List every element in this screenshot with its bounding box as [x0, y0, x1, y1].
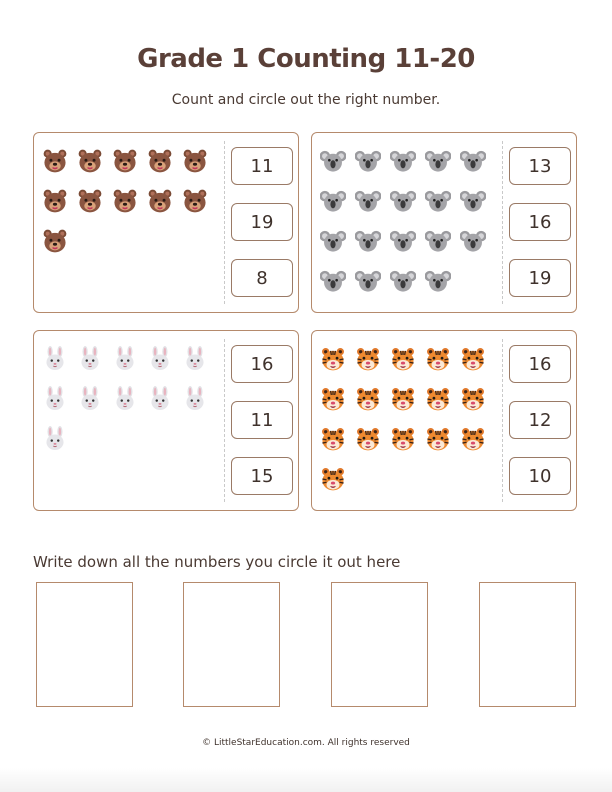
rabbit-face-icon: [42, 385, 68, 413]
bear-face-icon: [42, 187, 68, 215]
tiger-face-icon: [390, 425, 416, 453]
koala-face-icon: [320, 227, 346, 255]
number-option[interactable]: 15: [231, 457, 293, 495]
bear-face-icon: [42, 147, 68, 175]
tiger-face-icon: [425, 385, 451, 413]
rabbit-face-icon: [77, 385, 103, 413]
tiger-face-icon: [355, 385, 381, 413]
bear-face-icon: [147, 187, 173, 215]
answer-box[interactable]: [36, 582, 133, 707]
rabbit-face-icon: [182, 385, 208, 413]
tiger-face-icon: [355, 425, 381, 453]
koala-face-icon: [320, 147, 346, 175]
counting-panel-bears: [33, 132, 299, 313]
animal-group: [320, 147, 495, 295]
bear-face-icon: [42, 227, 68, 255]
counting-panel-tigers: [311, 330, 577, 511]
write-instructions: Write down all the numbers you circle it out here: [33, 553, 401, 571]
koala-face-icon: [460, 227, 486, 255]
dashed-divider: [502, 141, 503, 304]
koala-face-icon: [355, 187, 381, 215]
rabbit-face-icon: [147, 385, 173, 413]
bear-face-icon: [112, 147, 138, 175]
koala-face-icon: [320, 267, 346, 295]
answer-box[interactable]: [331, 582, 428, 707]
koala-face-icon: [355, 227, 381, 255]
copyright-footer: © LittleStarEducation.com. All rights reserved: [202, 738, 410, 748]
rabbit-face-icon: [42, 345, 68, 373]
bear-face-icon: [112, 187, 138, 215]
number-option[interactable]: 13: [509, 147, 571, 185]
bear-face-icon: [147, 147, 173, 175]
koala-face-icon: [390, 147, 416, 175]
answer-box[interactable]: [183, 582, 280, 707]
koala-face-icon: [425, 147, 451, 175]
rabbit-face-icon: [77, 345, 103, 373]
tiger-face-icon: [390, 345, 416, 373]
bear-face-icon: [77, 147, 103, 175]
koala-face-icon: [460, 147, 486, 175]
koala-face-icon: [390, 267, 416, 295]
number-option[interactable]: 11: [231, 401, 293, 439]
tiger-face-icon: [425, 425, 451, 453]
rabbit-face-icon: [147, 345, 173, 373]
counting-panel-rabbits: [33, 330, 299, 511]
answer-box[interactable]: [479, 582, 576, 707]
animal-group: [42, 345, 217, 453]
counting-panel-koalas: [311, 132, 577, 313]
number-option[interactable]: 16: [231, 345, 293, 383]
number-option[interactable]: 11: [231, 147, 293, 185]
tiger-face-icon: [425, 345, 451, 373]
tiger-face-icon: [320, 385, 346, 413]
bear-face-icon: [77, 187, 103, 215]
dashed-divider: [502, 339, 503, 502]
number-option[interactable]: 8: [231, 259, 293, 297]
tiger-face-icon: [460, 345, 486, 373]
koala-face-icon: [320, 187, 346, 215]
number-option[interactable]: 16: [509, 345, 571, 383]
page-bottom-edge: [0, 768, 612, 792]
tiger-face-icon: [320, 465, 346, 493]
animal-group: [320, 345, 495, 493]
number-option[interactable]: 10: [509, 457, 571, 495]
rabbit-face-icon: [182, 345, 208, 373]
tiger-face-icon: [460, 385, 486, 413]
koala-face-icon: [460, 187, 486, 215]
bear-face-icon: [182, 147, 208, 175]
koala-face-icon: [355, 147, 381, 175]
page-title: Grade 1 Counting 11-20: [137, 44, 475, 74]
number-option[interactable]: 16: [509, 203, 571, 241]
rabbit-face-icon: [42, 425, 68, 453]
tiger-face-icon: [460, 425, 486, 453]
rabbit-face-icon: [112, 385, 138, 413]
koala-face-icon: [390, 227, 416, 255]
number-option[interactable]: 19: [509, 259, 571, 297]
koala-face-icon: [425, 267, 451, 295]
koala-face-icon: [425, 187, 451, 215]
tiger-face-icon: [355, 345, 381, 373]
dashed-divider: [224, 141, 225, 304]
tiger-face-icon: [320, 345, 346, 373]
dashed-divider: [224, 339, 225, 502]
number-option[interactable]: 19: [231, 203, 293, 241]
tiger-face-icon: [390, 385, 416, 413]
tiger-face-icon: [320, 425, 346, 453]
koala-face-icon: [425, 227, 451, 255]
number-option[interactable]: 12: [509, 401, 571, 439]
bear-face-icon: [182, 187, 208, 215]
koala-face-icon: [390, 187, 416, 215]
instructions: Count and circle out the right number.: [171, 92, 441, 108]
rabbit-face-icon: [112, 345, 138, 373]
animal-group: [42, 147, 217, 255]
koala-face-icon: [355, 267, 381, 295]
